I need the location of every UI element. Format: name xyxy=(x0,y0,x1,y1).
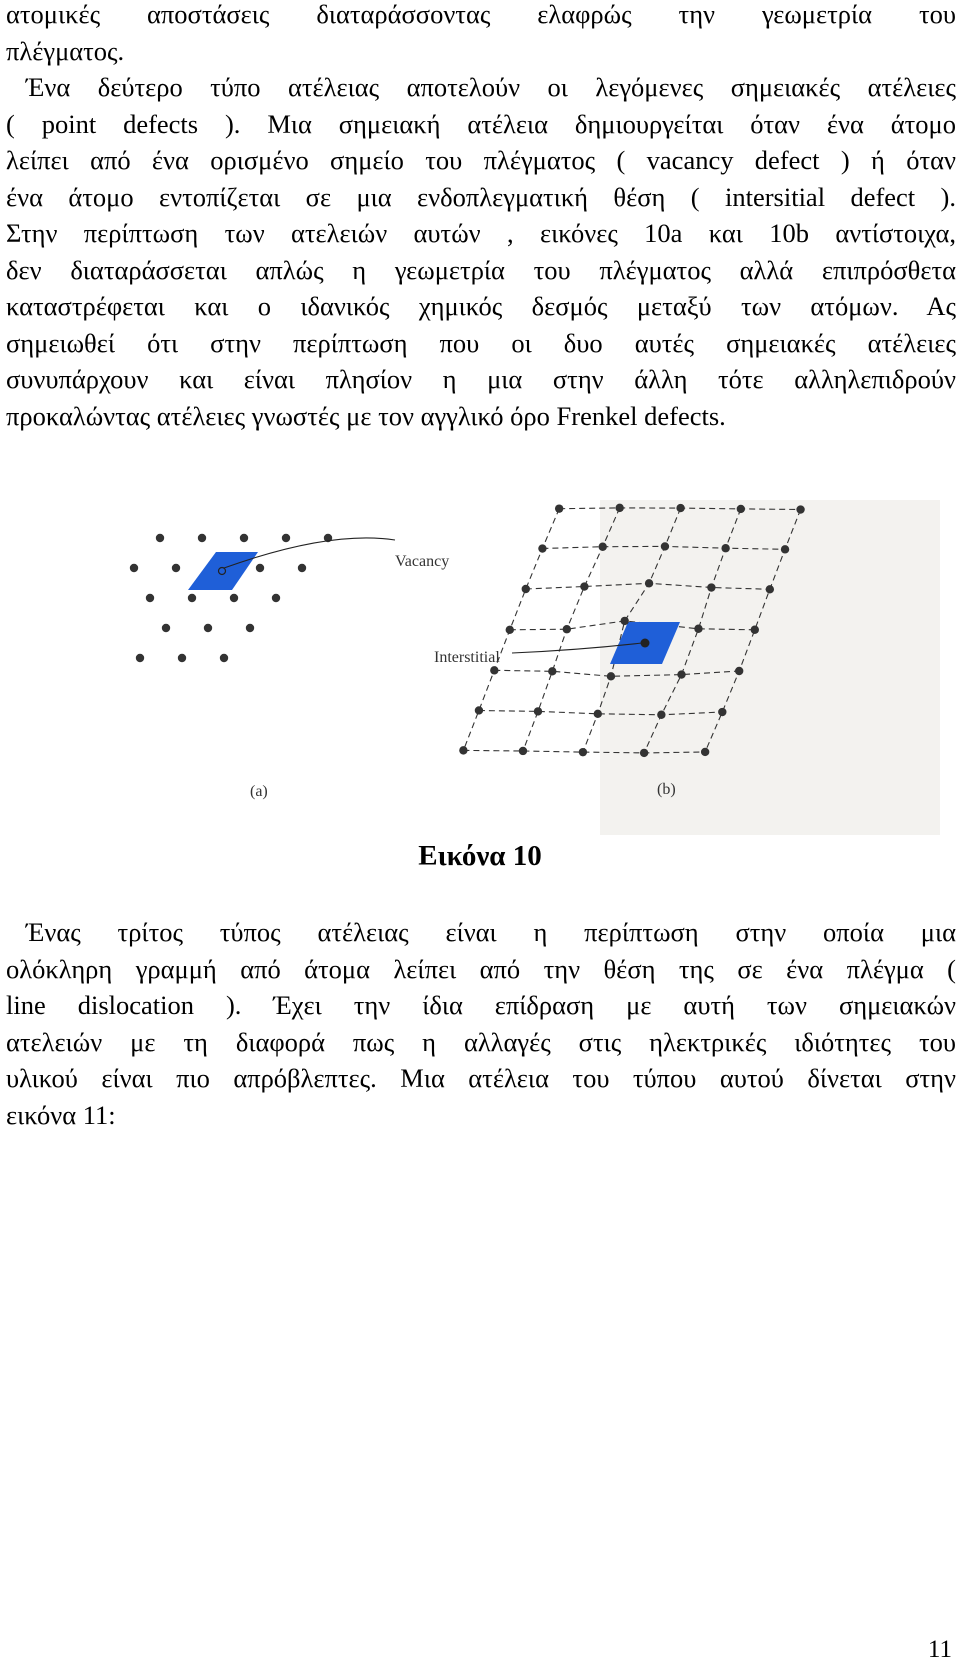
atom-dot xyxy=(657,711,665,719)
atom-dot xyxy=(519,747,527,755)
atom-dot xyxy=(766,585,774,593)
atom-dot xyxy=(146,594,154,602)
atom-dot xyxy=(579,748,587,756)
atom-dot xyxy=(256,564,264,572)
atom-dot xyxy=(282,534,290,542)
atom-dot xyxy=(204,624,212,632)
atom-dot xyxy=(548,667,556,675)
atom-dot xyxy=(563,625,571,633)
atom-dot xyxy=(661,542,669,550)
atom-dot xyxy=(781,545,789,553)
atom-dot xyxy=(677,670,685,678)
atom-dot xyxy=(701,748,709,756)
text-line: line dislocation ). Έχει την ίδια επίδραση με αυτή των σημειακών xyxy=(6,990,956,1020)
text-line: εικόνα 11: xyxy=(6,1099,116,1130)
figure-point-defects xyxy=(0,500,960,845)
atom-dot xyxy=(538,544,546,552)
atom-dot xyxy=(130,564,138,572)
text-line: δεν διαταράσσεται απλώς η γεωμετρία του πλέγματος αλλά επιπρόσθετα xyxy=(6,254,956,285)
atom-dot xyxy=(230,594,238,602)
atom-dot xyxy=(645,579,653,587)
atom-dot xyxy=(707,583,715,591)
atom-dot xyxy=(721,544,729,552)
text-line: Ένα δεύτερο τύπο ατέλειας αποτελούν οι λεγόμενες σημειακές ατέλειες xyxy=(26,72,956,102)
atom-dot xyxy=(737,505,745,513)
text-line: πλέγματος. xyxy=(6,35,125,66)
text-line: καταστρέφεται και ο ιδανικός χημικός δεσμός μεταξύ των ατόμων. Ας xyxy=(6,291,956,321)
scan-background xyxy=(600,500,940,835)
text-line: προκαλώντας ατέλειες γνωστές με τον αγγλικό όρο Frenkel defects. xyxy=(6,400,726,431)
atom-dot xyxy=(188,594,196,602)
atom-dot xyxy=(555,504,563,512)
page-number: 11 xyxy=(927,1636,952,1663)
atom-dot xyxy=(459,746,467,754)
atom-dot xyxy=(220,654,228,662)
lattice-a xyxy=(130,534,395,662)
atom-dot xyxy=(136,654,144,662)
atom-dot xyxy=(490,666,498,674)
text-line: ( point defects ). Μια σημειακή ατέλεια δημιουργείται όταν ένα άτομο xyxy=(6,108,956,139)
text-line: ένα άτομο εντοπίζεται σε μια ενδοπλεγματική θέση ( intersitial defect ). xyxy=(6,181,956,212)
atom-dot xyxy=(522,585,530,593)
paragraph-line-dislocation xyxy=(6,914,956,1133)
atom-dot xyxy=(506,626,514,634)
atom-dot xyxy=(580,582,588,590)
figure-caption: Εικόνα 10 xyxy=(418,840,542,872)
paragraph-continued xyxy=(6,0,956,434)
atom-dot xyxy=(594,710,602,718)
atom-dot xyxy=(796,505,804,513)
text-line: Στην περίπτωση των ατελειών αυτών , εικόνες 10a και 10b αντίστοιχα, xyxy=(6,218,956,248)
vacancy-label: Vacancy xyxy=(395,553,450,570)
atom-dot xyxy=(607,672,615,680)
atom-dot xyxy=(178,654,186,662)
point-defects-diagram xyxy=(0,500,960,845)
text-line: υλικού είναι πιο απρόβλεπτες. Μια ατέλεια του τύπου αυτού δίνεται στην xyxy=(6,1063,956,1093)
text-line: Ένας τρίτος τύπος ατέλειας είναι η περίπτωση στην οποία μια xyxy=(26,917,956,947)
interstitial-label: Interstitial xyxy=(434,649,500,666)
atom-dot xyxy=(156,534,164,542)
figure-a-label: (a) xyxy=(250,783,268,800)
atom-dot xyxy=(162,624,170,632)
atom-dot xyxy=(272,594,280,602)
atom-dot xyxy=(598,543,606,551)
atom-dot xyxy=(676,504,684,512)
atom-dot xyxy=(735,667,743,675)
atom-dot xyxy=(240,534,248,542)
atom-dot xyxy=(615,504,623,512)
atom-dot xyxy=(751,626,759,634)
text-line: σημειωθεί ότι στην περίπτωση που οι δυο αυτές σημειακές ατέλειες xyxy=(6,327,956,358)
text-line: συνυπάρχουν και είναι πλησίον η μια στην άλλη τότε αλληλεπιδρούν xyxy=(6,364,956,394)
atom-dot xyxy=(694,625,702,633)
atom-dot xyxy=(298,564,306,572)
text-line: ατελειών με τη διαφορά πως η αλλαγές στις ηλεκτρικές ιδιότητες του xyxy=(6,1026,956,1057)
atom-dot xyxy=(198,534,206,542)
atom-dot xyxy=(718,708,726,716)
atom-dot xyxy=(534,707,542,715)
text-line: λείπει από ένα ορισμένο σημείο του πλέγματος ( vacancy defect ) ή όταν xyxy=(6,145,956,175)
atom-dot xyxy=(475,706,483,714)
figure-b-label: (b) xyxy=(657,781,676,798)
text-line: ολόκληρη γραμμή από άτομα λείπει από την θέση της σε ένα πλέγμα ( xyxy=(6,953,956,984)
atom-dot xyxy=(621,617,629,625)
atom-dot xyxy=(246,624,254,632)
text-line: ατομικές αποστάσεις διαταράσσοντας ελαφρώς την γεωμετρία του xyxy=(6,0,956,29)
vacancy-highlight xyxy=(188,552,258,590)
atom-dot xyxy=(640,749,648,757)
atom-dot xyxy=(172,564,180,572)
